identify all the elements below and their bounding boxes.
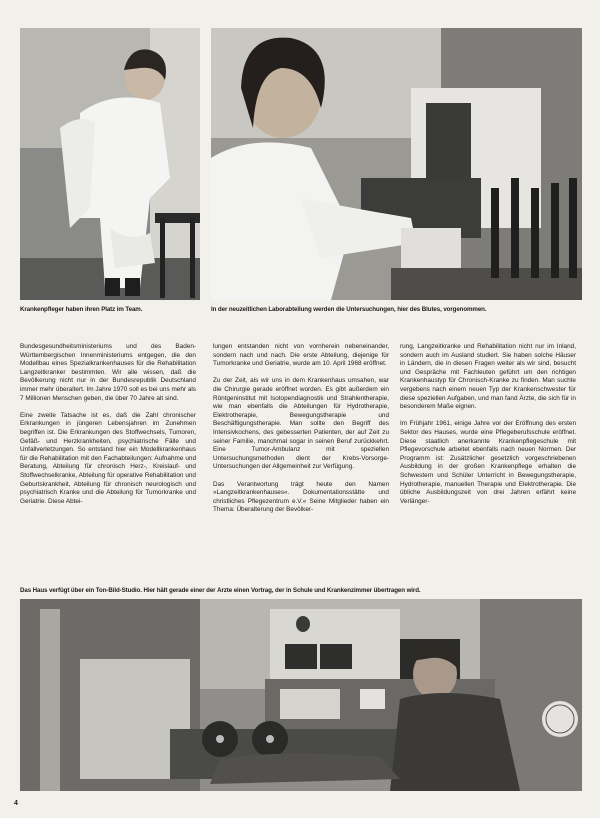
paragraph: lungen entstanden nicht von vornherein nebeneinander, sondern nach und nach. Die erste Abteilung, diejenige für Tumorkranke und Geriatrie, wurde am 10. April 1968 eröffnet.	[213, 343, 389, 368]
paragraph: rung, Langzeitkranke und Rehabilitation nicht nur im Inland, sondern auch im Ausland studiert. Sie haben solche Häuser in Ländern, die in diesen Fragen weiter als wir sind, besucht und Gespräche mit Fachleuten geführt um den richtigen Krankenhaustyp für Chronisch-Kranke zu finden. Man suchte vergebens nach einem neuen Typ der Krankenschwester für diese speziellen Aufgaben, und man fand Ärzte, die sich für in besonderem Maße eignen.	[400, 343, 576, 411]
caption-bottom: Das Haus verfügt über ein Ton-Bild-Studio. Hier hält gerade einer der Ärzte einen Vortrag, der in Schule und Krankenzimmer übertragen wird.	[20, 587, 421, 594]
article-column-1	[20, 343, 196, 553]
paragraph: Im Frühjahr 1961, einige Jahre vor der Eröffnung des ersten Sektor des Hauses, wurde eine Pflegeberufsschule eröffnet. Diese staatlich anerkannte Krankenpflegeschule mit Pflegevorschule arbeitet ebenfalls nach neuen Normen. Der Programm ist: Zusätzlicher gesetzlich vorgeschriebenen Ausbildung in der großen Krankenpflege erhalten die Schwestern und Schüler Unterricht in Bewegungstherapie, Hydrotherapie, manuellen Therapie und Elektrotherapie. Die übliche Ausbildungszeit von drei Jahren erfährt keine Verlänger-	[400, 420, 576, 505]
photo-laboratory	[211, 28, 582, 300]
photo-tv-studio	[20, 599, 582, 791]
caption-top-left: Krankenpfleger haben ihren Platz im Team.	[20, 306, 143, 313]
article-column-3	[400, 343, 576, 553]
paragraph: Bundesgesundheitsministeriums und des Baden-Württembergischen Innenministeriums entgegen, die den Modellbau eines Spezialkrankenhauses für die Rehabilitation Langzeitkranker bestimmten. Wir alle wissen, daß die Bevölkerung nicht nur in der Bundesrepublik Deutschland immer mehr überaltert. Im Jahre 1970 soll es bei uns mehr als 7 Millionen Menschen geben, die über 70 Jahre alt sind.	[20, 343, 196, 402]
page-number: 4	[14, 800, 18, 807]
photo-nurse-team	[20, 28, 200, 300]
paragraph: Eine zweite Tatsache ist es, daß die Zahl chronischer Erkrankungen in jüngeren Lebensjahren im Zunehmen begriffen ist. Die Erkrankungen des Stoffwechsels, Tumoren, Gefäß- und Herzkrankheiten, psychiatrische Fälle und Unfallverletzungen. So entstand hier ein Modellkrankenhaus für die Rehabilitation mit den Fachabteilungen: Aufnahme und Beratung, Abteilung für chronisch Herz-, Kreislauf- und Stoffwechselkranke, Abteilung für operative Rehabilitation und Geburtskrankheit, Abteilung für chronisch neurologisch und psychiatrisch Kranke und die Abteilung für Tumorkranke und Geriatrie. Diese Abtei-	[20, 411, 196, 505]
paragraph: Das Verantwortung trägt heute den Namen »Langzeitkrankenhauses«. Dokumentationsstätte und christliches Pflegezentrum e.V.« Seine Mitglieder haben ein Thema: Überalterung der Bevölker-	[213, 480, 389, 514]
paragraph: Zu der Zeit, als wir uns in dem Krankenhaus umsahen, war die Chirurgie gerade eröffnet worden. Es gibt außerdem ein Röntgeninstitut mit Isotopendiagnostik und Strahlentherapie, wie man ebenfalls die Abteilungen für Hydrotherapie, Elektrotherapie, Bewegungstherapie und Beschäftigungstherapie. Man sollte den Begriff des Intensivkochens, des gebesserten Patienten, der auf Zeit zu seiner Familie, manchmal sogar in seinen Beruf zurückkehrt. Eine Tumor-Ambulanz mit speziellen Untersuchungsmethoden dient der Krebs-Vorsorge-Untersuchungen der Allgemeinheit zur Verfügung.	[213, 377, 389, 471]
article-column-2	[213, 343, 389, 553]
caption-top-right: In der neuzeitlichen Laborabteilung werden die Untersuchungen, hier des Blutes, vorgenommen.	[211, 306, 487, 313]
